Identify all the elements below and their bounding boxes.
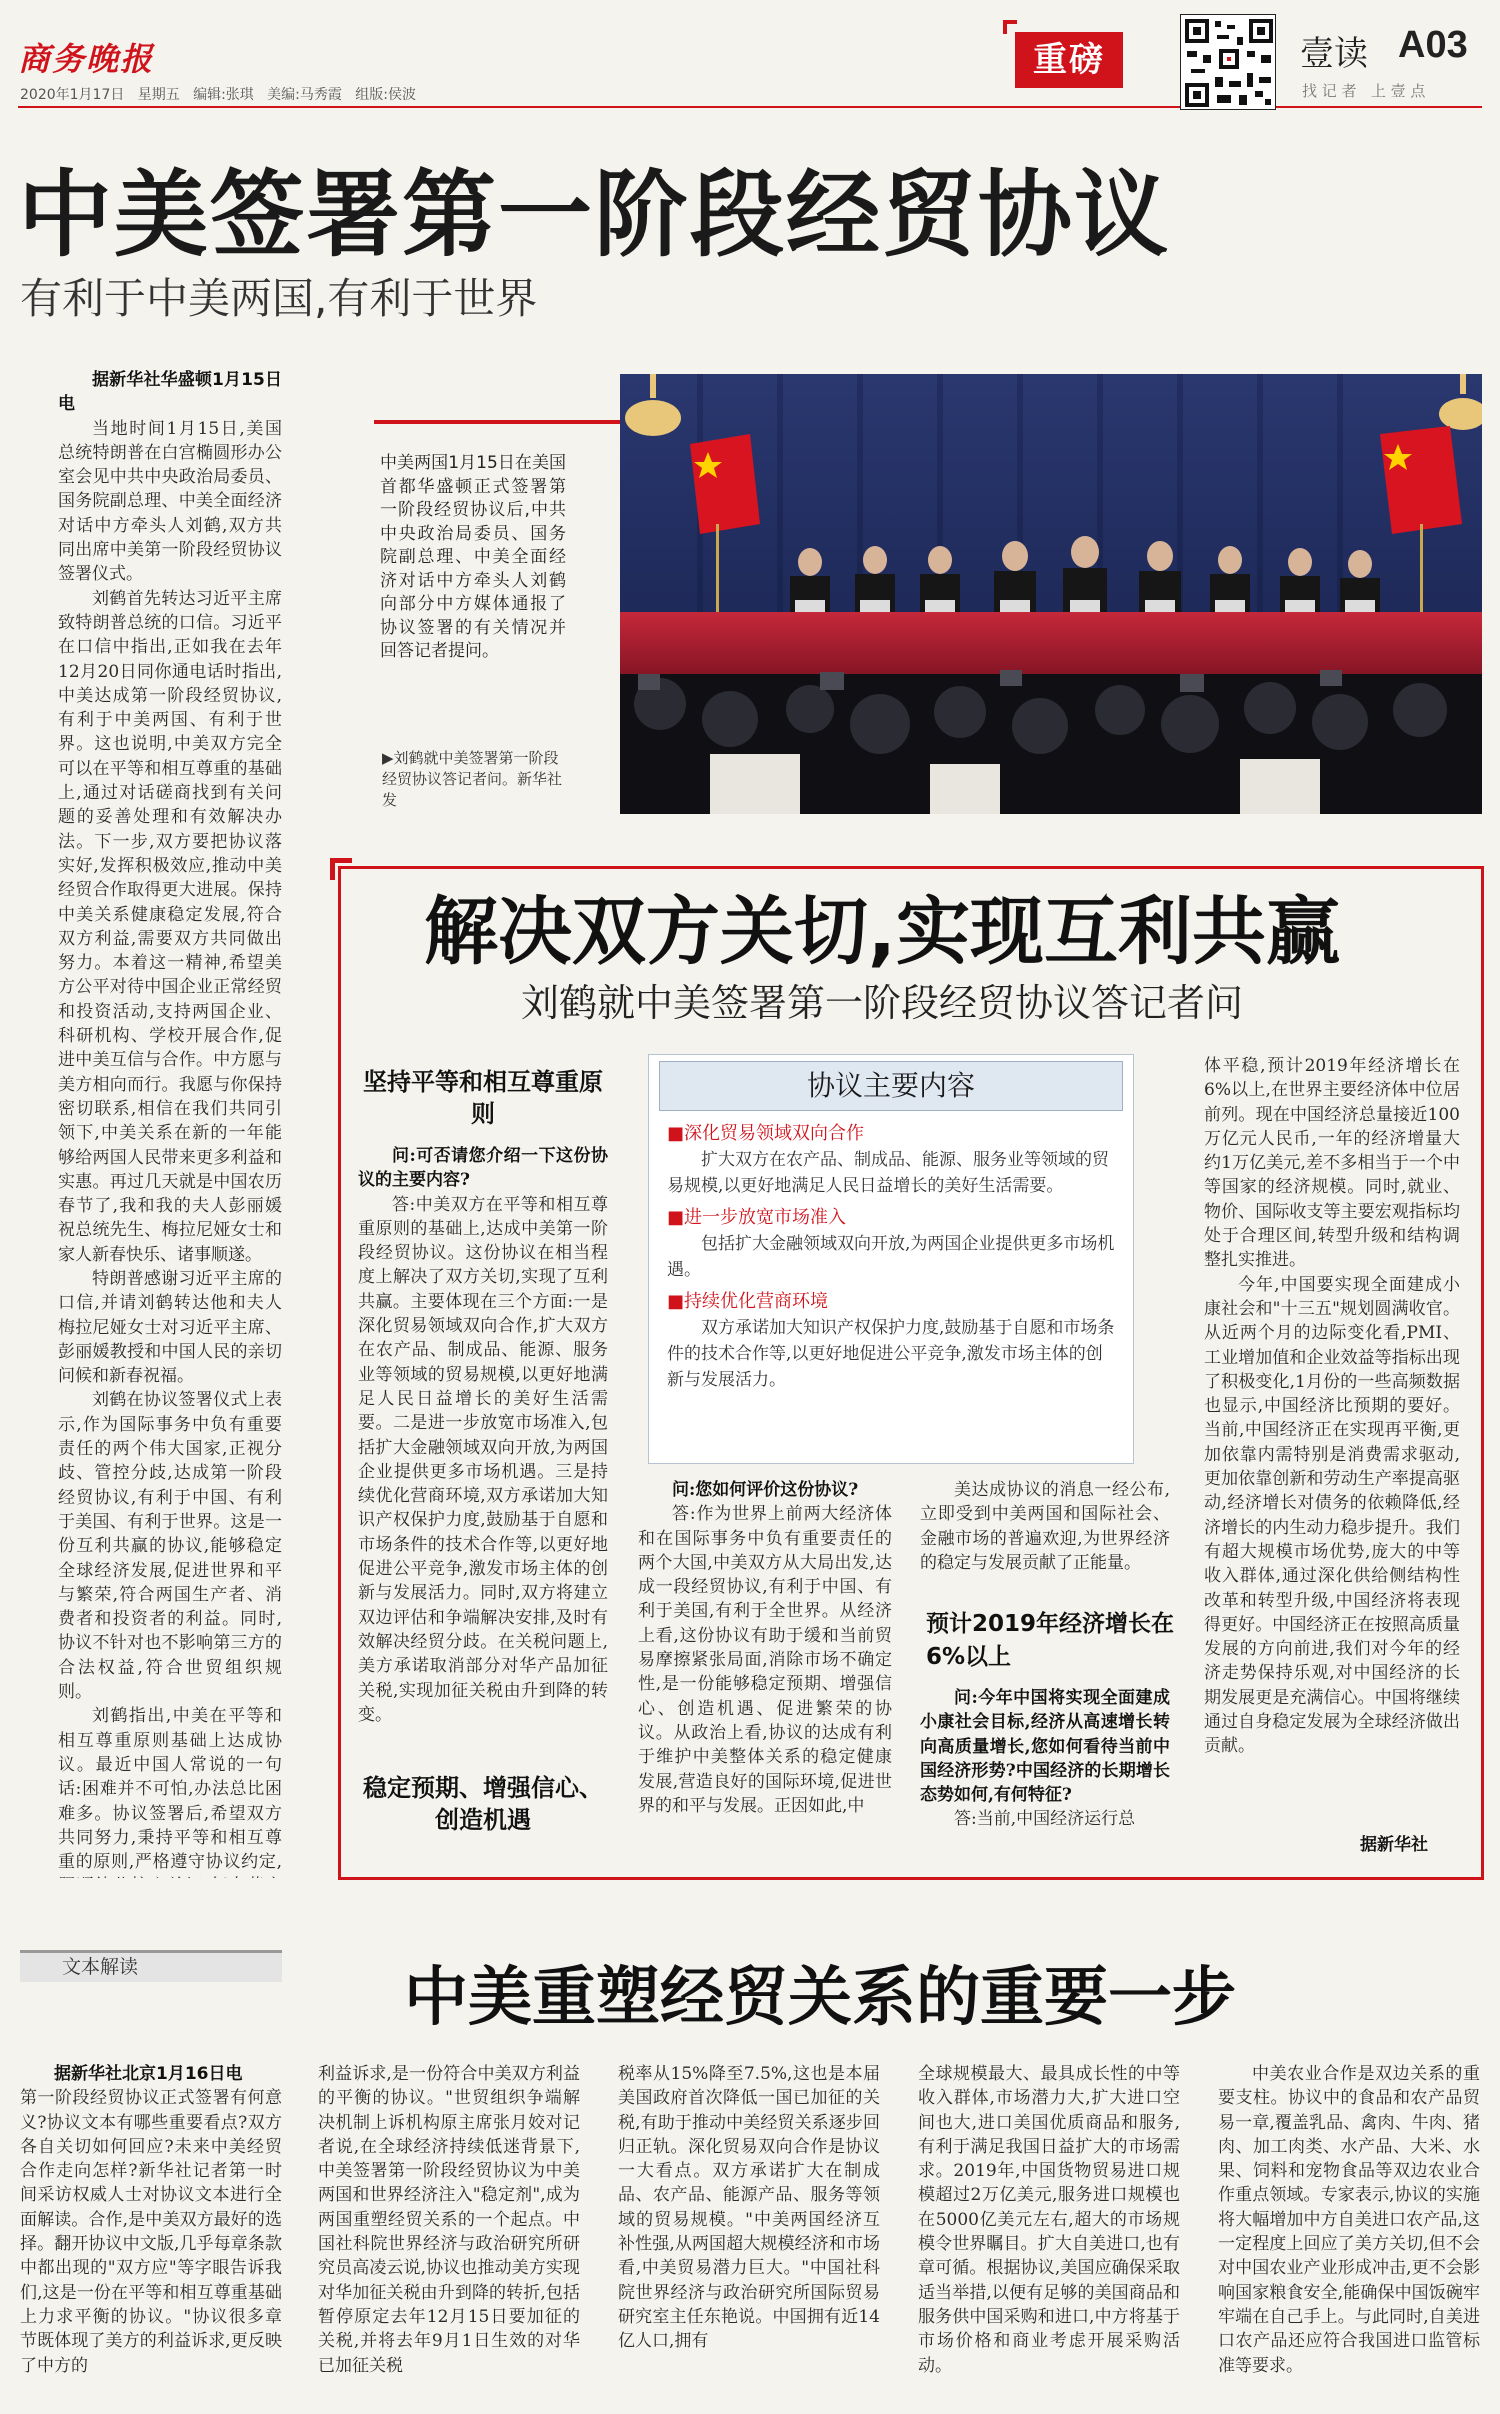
feature-heading-growth: 预计2019年经济增长在6%以上	[926, 1611, 1175, 1670]
agreement-item-head: ■持续优化营商环境	[667, 1291, 829, 1312]
main-subheadline: 有利于中美两国,有利于世界	[20, 274, 538, 323]
question: 问:可否请您介绍一下这份协议的主要内容?	[358, 1146, 608, 1191]
reading-col-5	[1218, 2062, 1480, 2402]
layout-credit: 组版:侯波	[355, 87, 416, 103]
feature-source: 据新华社	[1360, 1835, 1428, 1855]
reading-col-3	[618, 2062, 880, 2402]
masthead-slogan: 找 记 者 上 壹 点	[1302, 82, 1426, 100]
paragraph: 今年,中国要实现全面建成小康社会和"十三五"规划圆满收官。从近两个月的边际变化看,PMI、工业增加值和企业效益等指标出现了积极变化,1月份的一些高频数据也显示,中国经济比预期的要好。当前,中国经济正在实现再平衡,更加依靠内需特别是消费需求驱动,更加依靠创新和劳动生产率提高驱动,经济增长对债务的依赖降低,经济增长的内生动力稳步提升。我们有超大规模市场优势,庞大的中等收入群体,通过深化供给侧结构性改革和转型升级,中国经济将表现得更好。中国经济正在按照高质量发展的方向前进,我们对今年的经济走势保持乐观,对中国经济的长期发展更是充满信心。中国将继续通过自身稳定发展为全球经济做出贡献。	[1204, 1274, 1460, 1757]
photo-caption: 中美两国1月15日在美国首都华盛顿正式签署第一阶段经贸协议后,中共中央政治局委员、国务院副总理、中美全面经济对话中方牵头人刘鹤向部分中方媒体通报了协议签署的有关情况并回答记者提问。	[380, 453, 566, 661]
issue-date: 2020年1月17日	[20, 87, 125, 103]
main-story	[58, 368, 282, 1878]
edition-name: 壹读	[1300, 34, 1368, 74]
feature-col3-top	[920, 1478, 1170, 1600]
section-tag: 重磅	[1015, 32, 1123, 88]
press-conference-photo	[620, 374, 1482, 814]
paragraph: 第一阶段经贸协议正式签署有何意义?协议文本有哪些重要看点?双方各自关切如何回应?未来中美经贸合作走向怎样?新华社记者第一时间采访权威人士对协议文本进行全面解读。合作,是中美双方最好的选择。翻开协议中文版,几乎每章条款中都出现的"双方应"等字眼告诉我们,这是一份在平等和相互尊重基础上力求平衡的协议。"协议很多章节既体现了美方的利益诉求,更反映了中方的	[20, 2088, 282, 2376]
paragraph: 税率从15%降至7.5%,这也是本届美国政府首次降低一国已加征的关税,有助于推动中美经贸关系逐步回归正轨。深化贸易双向合作是协议一大看点。双方承诺扩大在制成品、农产品、能源产品、服务等领域的贸易规模。"中美两国经济互补性强,从两国超大规模经济和市场看,中美贸易潜力巨大。"中国社科院世界经济与政治研究所国际贸易研究室主任东艳说。中国拥有近14亿人口,拥有	[618, 2064, 880, 2352]
feature-col1	[358, 1144, 608, 1756]
paragraph: 全球规模最大、最具成长性的中等收入群体,市场潜力大,扩大进口空间也大,进口美国优质商品和服务,有利于满足我国日益扩大的市场需求。2019年,中国货物贸易进口规模超过2万亿美元,服务进口规模也在5000亿美元左右,超大的市场规模令世界瞩目。扩大自美进口,也有章可循。根据协议,美国应确保采取适当举措,以便有足够的美国商品和服务供中国采购和进口,中方将基于市场价格和商业考虑开展采购活动。	[918, 2064, 1180, 2376]
masthead-info	[20, 84, 416, 104]
paragraph: 中美农业合作是双边关系的重要支柱。协议中的食品和农产品贸易一章,覆盖乳品、禽肉、牛肉、猪肉、加工肉类、水产品、大米、水果、饲料和宠物食品等双边农业合作重点领域。专家表示,协议的实施将大幅增加中方自美进口农产品,这一定程度上回应了美方关切,但不会对中国农业产业形成冲击,更不会影响国家粮食安全,能确保中国饭碗牢牢端在自己手上。与此同时,自美进口农产品还应符合我国进口监管标准等要求。	[1218, 2064, 1480, 2376]
main-headline: 中美签署第一阶段经贸协议	[18, 161, 1171, 270]
question: 问:您如何评价这份协议?	[672, 1480, 859, 1500]
art-credit: 美编:马秀霞	[267, 87, 342, 103]
editor-credit: 编辑:张琪	[193, 87, 254, 103]
paragraph: 体平稳,预计2019年经济增长在6%以上,在世界主要经济体中位居前列。现在中国经济总量接近100万亿元人民币,一年的经济增量大约1万亿美元,差不多相当于一个中等国家的经济规模。同时,就业、物价、国际收支等主要宏观指标均处于合理区间,转型升级和结构调整扎实推进。	[1204, 1056, 1460, 1271]
feature-col4	[1204, 1054, 1460, 1826]
feature-heading-equality: 坚持平等和相互尊重原则	[363, 1068, 603, 1128]
feature-box-corner	[330, 858, 352, 880]
agreement-item-text: 扩大双方在农产品、制成品、能源、服务业等领域的贸易规模,以更好地满足人民日益增长的美好生活需要。	[667, 1150, 1109, 1196]
agreement-content-box	[648, 1054, 1134, 1464]
paragraph: 美达成协议的消息一经公布,立即受到中美两国和国际社会、金融市场的普遍欢迎,为世界经济的稳定与发展贡献了正能量。	[920, 1480, 1170, 1573]
answer: 答:当前,中国经济运行总	[954, 1809, 1136, 1830]
reading-col-2	[318, 2062, 580, 2402]
answer: 答:作为世界上前两大经济体和在国际事务中负有重要责任的两个大国,中美双方从大局出发,达成一段经贸协议,有利于中国、有利于美国,有利于全世界。从经济上看,这份协议有助于缓和当前贸易摩擦紧张局面,消除市场不确定性,是一份能够稳定预期、增强信心、创造机遇、促进繁荣的协议。从政治上看,协议的达成有利于维护中美整体关系的稳定健康发展,营造良好的国际环境,促进世界的和平与发展。正因如此,中	[638, 1504, 892, 1816]
section-tag-corner	[1003, 20, 1017, 34]
main-paragraph: 特朗普感谢习近平主席的口信,并请刘鹤转达他和夫人梅拉尼娅女士对习近平主席、彭丽媛教授和中国人民的亲切问候和新春祝福。	[58, 1268, 282, 1387]
text-reading-label: 文本解读	[20, 1950, 282, 1982]
page-number: A03	[1398, 24, 1468, 66]
reading-dateline: 据新华社北京1月16日电	[54, 2064, 243, 2084]
feature-heading-stability: 稳定预期、增强信心、创造机遇	[363, 1774, 603, 1834]
feature-col2	[638, 1478, 892, 1850]
text-reading-title: 中美重塑经贸关系的重要一步	[404, 1961, 1236, 2035]
main-paragraph: 刘鹤首先转达习近平主席致特朗普总统的口信。习近平在口信中指出,正如我在去年12月20日同你通电话时指出,中美达成第一阶段经贸协议,有利于中美两国、有利于世界。这也说明,中美双方完全可以在平等和相互尊重的基础上,通过对话磋商找到有关问题的妥善处理和有效解决办法。下一步,双方要把协议落实好,发挥积极效应,推动中美经贸合作取得更大进展。保持中美关系健康稳定发展,符合双方利益,需要双方共同做出努力。本着这一精神,希望美方公平对待中国企业正常经贸和投资活动,支持两国企业、科研机构、学校开展合作,促进中美互信与合作。中方愿与美方相向而行。我愿与你保持密切联系,相信在我们共同引领下,中美关系在新的一年能够给两国人民带来更多利益和实惠。再过几天就是中国农历春节了,我和我的夫人彭丽媛祝总统先生、梅拉尼娅女士和家人新春快乐、诸事顺遂。	[58, 588, 282, 1265]
main-dateline: 据新华社华盛顿1月15日电	[58, 370, 282, 415]
qr-code-icon	[1180, 14, 1276, 110]
answer: 答:中美双方在平等和相互尊重原则的基础上,达成中美第一阶段经贸协议。这份协议在相当程度上解决了双方关切,实现了互利共赢。主要体现在三个方面:一是深化贸易领域双向合作,扩大双方在农产品、制成品、能源、服务业等领域的贸易规模,以更好地满足人民日益增长的美好生活需要。二是进一步放宽市场准入,包括扩大金融领域双向开放,为两国企业提供更多市场机遇。三是持续优化营商环境,双方承诺加大知识产权保护力度,鼓励基于自愿和市场条件的技术合作等,以更好地促进公平竞争,激发市场主体的创新与发展活力。同时,双方将建立双边评估和争端解决安排,及时有效解决经贸分歧。在关税问题上,美方承诺取消部分对华产品加征关税,实现加征关税由升到降的转变。	[358, 1194, 608, 1725]
photo-credit: ▶刘鹤就中美签署第一阶段经贸协议答记者问。新华社发	[382, 749, 563, 809]
agreement-box-title: 协议主要内容	[659, 1061, 1123, 1111]
agreement-item-head: ■进一步放宽市场准入	[667, 1207, 847, 1228]
reading-col-4	[918, 2062, 1180, 2402]
question: 问:今年中国将实现全面建成小康社会目标,经济从高速增长转向高质量增长,您如何看待当前中国经济形势?中国经济的长期增长态势如何,有何特征?	[920, 1688, 1170, 1806]
main-paragraph: 当地时间1月15日,美国总统特朗普在白宫椭圆形办公室会见中共中央政治局委员、国务院副总理、中美全面经济对话中方牵头人刘鹤,双方共同出席中美第一阶段经贸协议签署仪式。	[58, 418, 282, 585]
paper-name: 商务晚报	[18, 40, 155, 78]
paragraph: 利益诉求,是一份符合中美双方利益的平衡的协议。"世贸组织争端解决机制上诉机构原主席张月姣对记者说,在全球经济持续低迷背景下,中美签署第一阶段经贸协议为中美两国和世界经济注入"稳定剂",成为两国重塑经贸关系的一个起点。中国社科院世界经济与政治研究所研究员高凌云说,协议也推动美方实现对华加征关税由升到降的转折,包括暂停原定去年12月15日要加征的关税,并将去年9月1日生效的对华已加征关税	[318, 2064, 580, 2376]
feature-col3-bottom	[920, 1686, 1170, 1852]
agreement-item-text: 双方承诺加大知识产权保护力度,鼓励基于自愿和市场条件的技术合作等,以更好地促进公平竞争,激发市场主体的创新与发展活力。	[667, 1318, 1115, 1390]
main-paragraph: 刘鹤指出,中美在平等和相互尊重原则基础上达成协议。最近中国人常说的一句话:困难并不可怕,办法总比困难多。协议签署后,希望双方共同努力,秉持平等和相互尊重的原则,严格遵守协议约定,	[58, 1706, 282, 1873]
issue-weekday: 星期五	[137, 87, 180, 103]
agreement-item-head: ■深化贸易领域双向合作	[667, 1123, 865, 1144]
feature-title: 解决双方关切,实现互利共赢	[423, 889, 1341, 975]
main-paragraph: 刘鹤在协议签署仪式上表示,作为国际事务中负有重要责任的两个伟大国家,正视分歧、管控分歧,达成第一阶段经贸协议,有利于中国、有利于美国、有利于世界。这是一份互利共赢的协议,能够稳定全球经济发展,促进世界和平与繁荣,符合两国生产者、消费者和投资者的利益。同时,协议不针对也不影响第三方的合法权益,符合世贸组织规则。	[58, 1390, 282, 1703]
photo-caption-rule	[374, 420, 624, 424]
reading-col-1	[20, 2062, 282, 2402]
feature-subtitle: 刘鹤就中美签署第一阶段经贸协议答记者问	[520, 981, 1243, 1025]
agreement-item-text: 包括扩大金融领域双向开放,为两国企业提供更多市场机遇。	[667, 1234, 1115, 1280]
